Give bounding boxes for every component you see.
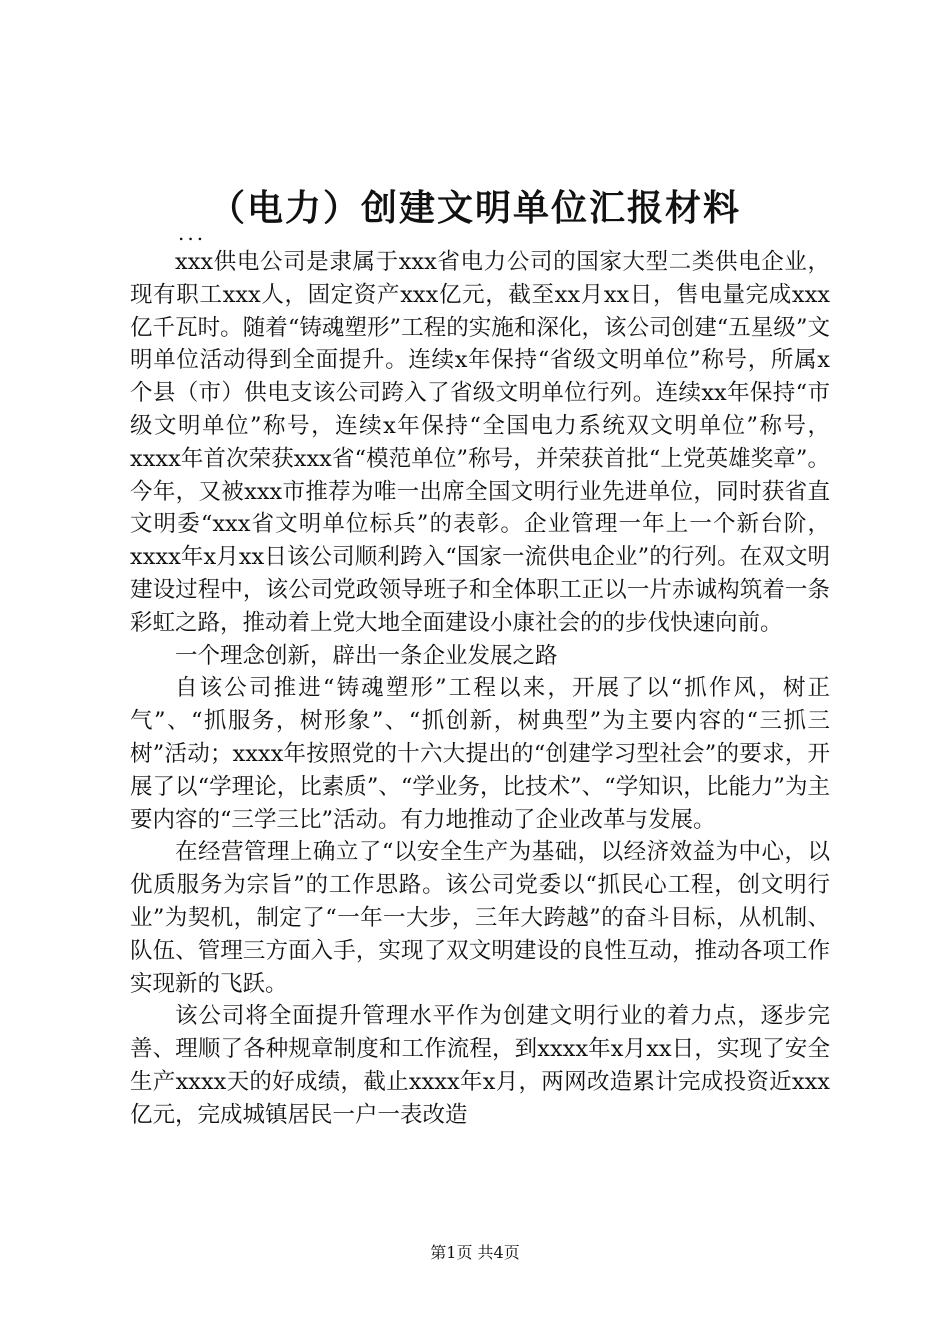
paragraph-intro: xxx供电公司是隶属于xxx省电力公司的国家大型二类供电企业，现有职工xxx人，固定资产xxx亿元，截至xx月xx日，售电量完成xxx亿千瓦时。随着“铸魂塑形”工程的实施和深化，该公司创建“五星级”文明单位活动得到全面提升。连续x年保持“省级文明单位”称号，所属x个县（市）供电支该公司跨入了省级文明单位行列。连续xx年保持“市级文明单位”称号，连续x年保持“全国电力系统双文明单位”称号，xxxx年首次荣获xxx省“模范单位”称号，并荣获首批“上党英雄奖章”。今年，又被xxx市推荐为唯一出席全国文明行业先进单位，同时获省直文明委“xxx省文明单位标兵”的表彰。企业管理一年上一个新台阶，xxxx年x月xx日该公司顺利跨入“国家一流供电企业”的行列。在双文明建设过程中，该公司党政领导班子和全体职工正以一片赤诚构筑着一条彩虹之路，推动着上党大地全面建设小康社会的的步伐快速向前。 xyxy=(130,249,830,636)
section-heading: 一个理念创新，辟出一条企业发展之路 xyxy=(175,642,558,669)
paragraph-management: 在经营管理上确立了“以安全生产为基础，以经济效益为中心，以优质服务为宗旨”的工作思路。该公司党委以“抓民心工程，创文明行业”为契机，制定了“一年一大步，三年大跨越”的奋斗目标，从机制、队伍、管理三方面入手，实现了双文明建设的良性互动，推动各项工作实现新的飞跃。 xyxy=(130,839,830,997)
page-footer: 第1页 共4页 xyxy=(430,1243,520,1262)
paragraph-activities: 自该公司推进“铸魂塑形”工程以来，开展了以“抓作风，树正气”、“抓服务，树形象”、“抓创新，树典型”为主要内容的“三抓三树”活动；xxxx年按照党的十六大提出的“创建学习型社会”的要求，开展了以“学理论，比素质”、“学业务，比技术”、“学知识，比能力”为主要内容的“三学三比”活动。有力地推动了企业改革与发展。 xyxy=(130,675,830,833)
document-title: （电力）创建文明单位汇报材料 xyxy=(208,187,741,229)
paragraph-achievements: 该公司将全面提升管理水平作为创建文明行业的着力点，逐步完善、理顺了各种规章制度和工作流程，到xxxx年x月xx日，实现了安全生产xxxx天的好成绩，截止xxxx年x月，两网改造累计完成投资近xxx亿元，完成城镇居民一户一表改造 xyxy=(130,1003,830,1128)
ellipsis-mark: ... xyxy=(178,221,207,245)
document-body xyxy=(130,246,830,1132)
